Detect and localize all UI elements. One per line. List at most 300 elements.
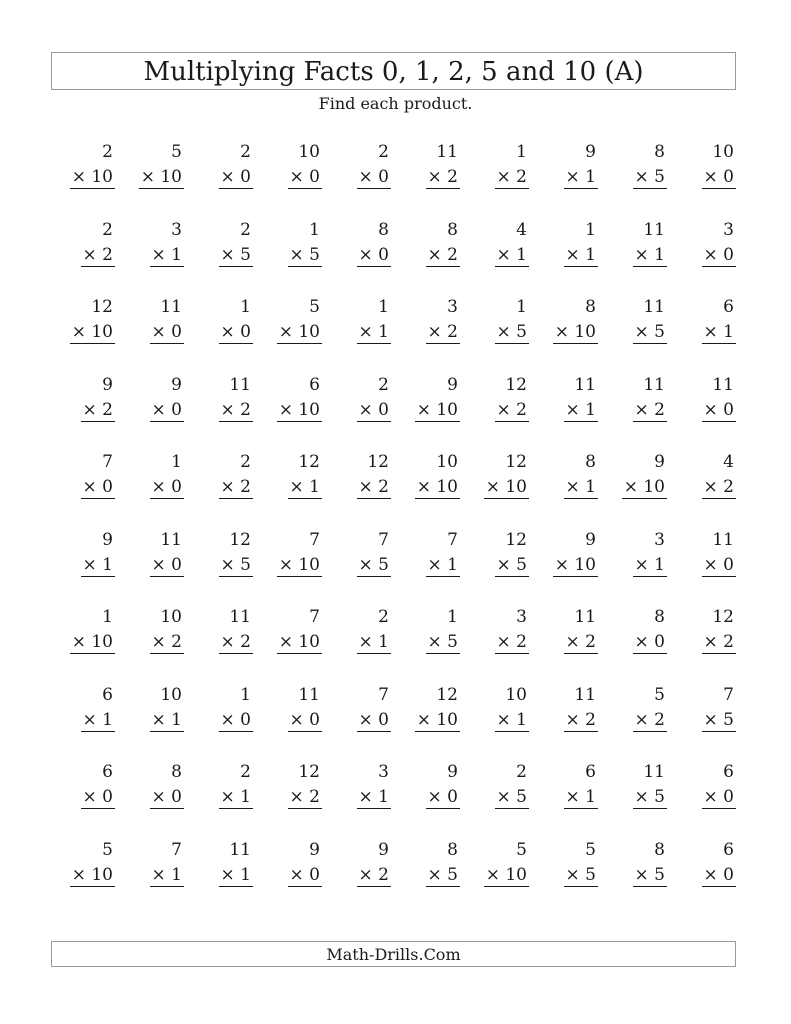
multiplicand: 8	[447, 839, 458, 860]
problem	[50, 295, 119, 373]
problem-row	[50, 373, 740, 451]
multiplier: × 0	[703, 399, 734, 420]
problem	[671, 450, 740, 528]
problem	[188, 683, 257, 761]
problem	[602, 295, 671, 373]
problem	[602, 605, 671, 683]
problem-row	[50, 450, 740, 528]
multiplicand: 5	[309, 297, 320, 317]
problem	[119, 528, 188, 606]
problem	[533, 683, 602, 761]
problem	[533, 528, 602, 606]
multiplier: × 0	[151, 399, 182, 420]
multiplier: × 2	[634, 709, 665, 730]
problem	[464, 140, 533, 218]
problem-row	[50, 760, 740, 838]
multiplier: × 10	[278, 554, 320, 575]
problem	[533, 140, 602, 218]
multiplicand: 11	[643, 762, 665, 782]
problem	[257, 605, 326, 683]
problem	[464, 373, 533, 451]
multiplicand: 11	[229, 374, 251, 395]
multiplicand: 1	[309, 219, 320, 240]
problem	[188, 838, 257, 916]
multiplicand: 10	[160, 684, 182, 705]
multiplicand: 8	[585, 297, 596, 317]
problem	[119, 373, 188, 451]
multiplier: × 1	[496, 709, 527, 730]
problem	[602, 373, 671, 451]
problem	[464, 450, 533, 528]
problem	[326, 140, 395, 218]
multiplier: × 1	[565, 244, 596, 265]
problem	[602, 683, 671, 761]
multiplier: × 5	[427, 632, 458, 652]
problem	[50, 373, 119, 451]
problem	[602, 450, 671, 528]
multiplicand: 1	[378, 297, 389, 317]
multiplier: × 0	[358, 399, 389, 420]
multiplicand: 1	[171, 452, 182, 472]
multiplier: × 0	[220, 709, 251, 730]
multiplier: × 0	[151, 322, 182, 342]
multiplicand: 6	[309, 374, 320, 395]
problem	[50, 605, 119, 683]
multiplier: × 10	[485, 864, 527, 885]
multiplicand: 11	[160, 297, 182, 317]
multiplicand: 6	[723, 297, 734, 317]
multiplier: × 10	[71, 864, 113, 885]
multiplier: × 5	[565, 864, 596, 885]
multiplicand: 11	[643, 297, 665, 317]
problem	[50, 140, 119, 218]
multiplier: × 2	[358, 477, 389, 497]
problem	[188, 140, 257, 218]
problem	[257, 295, 326, 373]
multiplicand: 8	[378, 219, 389, 240]
problem	[188, 218, 257, 296]
problem	[119, 838, 188, 916]
problem	[326, 450, 395, 528]
multiplier: × 5	[634, 864, 665, 885]
multiplier: × 1	[151, 244, 182, 265]
multiplicand: 7	[309, 529, 320, 550]
multiplier: × 0	[358, 709, 389, 730]
problem	[326, 528, 395, 606]
multiplier: × 5	[703, 709, 734, 730]
multiplier: × 0	[703, 167, 734, 187]
problem	[395, 450, 464, 528]
multiplicand: 9	[378, 839, 389, 860]
multiplier: × 0	[703, 244, 734, 265]
multiplier: × 5	[496, 787, 527, 807]
multiplicand: 10	[505, 684, 527, 705]
problem-row	[50, 605, 740, 683]
multiplicand: 2	[240, 762, 251, 782]
multiplicand: 5	[654, 684, 665, 705]
problem	[671, 295, 740, 373]
problem	[50, 838, 119, 916]
multiplier: × 1	[82, 554, 113, 575]
multiplicand: 6	[723, 839, 734, 860]
multiplier: × 5	[358, 554, 389, 575]
problem	[671, 140, 740, 218]
problem	[671, 683, 740, 761]
problem	[395, 683, 464, 761]
multiplicand: 12	[505, 529, 527, 550]
multiplicand: 12	[367, 452, 389, 472]
multiplier: × 2	[427, 244, 458, 265]
multiplier: × 1	[220, 787, 251, 807]
multiplicand: 7	[378, 529, 389, 550]
problem-row	[50, 683, 740, 761]
multiplicand: 2	[378, 374, 389, 395]
multiplier: × 1	[565, 167, 596, 187]
multiplicand: 7	[309, 607, 320, 627]
multiplicand: 8	[654, 142, 665, 162]
multiplier: × 2	[151, 632, 182, 652]
multiplicand: 3	[516, 607, 527, 627]
multiplicand: 9	[585, 142, 596, 162]
problem	[602, 528, 671, 606]
multiplicand: 2	[378, 142, 389, 162]
multiplier: × 0	[151, 477, 182, 497]
problem	[395, 528, 464, 606]
multiplicand: 1	[516, 142, 527, 162]
multiplier: × 1	[358, 322, 389, 342]
multiplicand: 2	[102, 142, 113, 162]
problem	[326, 838, 395, 916]
multiplier: × 1	[358, 787, 389, 807]
multiplicand: 1	[447, 607, 458, 627]
problem	[257, 528, 326, 606]
multiplicand: 5	[102, 839, 113, 860]
multiplier: × 10	[71, 167, 113, 187]
multiplier: × 0	[703, 864, 734, 885]
multiplicand: 12	[712, 607, 734, 627]
multiplicand: 3	[723, 219, 734, 240]
problem	[326, 683, 395, 761]
multiplicand: 6	[585, 762, 596, 782]
multiplicand: 11	[643, 374, 665, 395]
multiplicand: 8	[654, 839, 665, 860]
problem-row	[50, 218, 740, 296]
worksheet-title: Multiplying Facts 0, 1, 2, 5 and 10 (A)	[51, 52, 736, 90]
problem	[119, 218, 188, 296]
problem	[119, 683, 188, 761]
multiplier: × 1	[634, 244, 665, 265]
multiplicand: 12	[298, 762, 320, 782]
multiplicand: 7	[171, 839, 182, 860]
problem	[533, 450, 602, 528]
multiplier: × 10	[278, 632, 320, 652]
problem	[671, 760, 740, 838]
problem	[257, 450, 326, 528]
problem	[119, 295, 188, 373]
multiplier: × 2	[565, 632, 596, 652]
multiplier: × 10	[278, 399, 320, 420]
multiplicand: 3	[447, 297, 458, 317]
multiplicand: 12	[298, 452, 320, 472]
problem	[188, 295, 257, 373]
multiplicand: 11	[160, 529, 182, 550]
problem	[326, 605, 395, 683]
multiplicand: 8	[585, 452, 596, 472]
multiplier: × 0	[151, 787, 182, 807]
multiplicand: 10	[436, 452, 458, 472]
multiplicand: 10	[712, 142, 734, 162]
problem	[326, 295, 395, 373]
multiplier: × 1	[151, 709, 182, 730]
problem	[671, 605, 740, 683]
multiplicand: 7	[102, 452, 113, 472]
multiplicand: 11	[712, 374, 734, 395]
multiplicand: 7	[447, 529, 458, 550]
multiplier: × 10	[623, 477, 665, 497]
multiplicand: 9	[102, 529, 113, 550]
multiplicand: 11	[229, 607, 251, 627]
multiplier: × 10	[554, 322, 596, 342]
multiplicand: 11	[643, 219, 665, 240]
problem	[119, 760, 188, 838]
multiplier: × 0	[703, 787, 734, 807]
problem	[602, 760, 671, 838]
multiplicand: 2	[240, 219, 251, 240]
multiplicand: 9	[585, 529, 596, 550]
multiplier: × 10	[485, 477, 527, 497]
multiplicand: 1	[102, 607, 113, 627]
multiplicand: 1	[240, 297, 251, 317]
problem	[257, 760, 326, 838]
problem	[395, 295, 464, 373]
multiplier: × 5	[634, 322, 665, 342]
problem	[395, 373, 464, 451]
problem	[464, 605, 533, 683]
problem	[257, 838, 326, 916]
problem	[533, 605, 602, 683]
problem	[533, 838, 602, 916]
multiplicand: 9	[447, 374, 458, 395]
multiplier: × 2	[82, 244, 113, 265]
multiplier: × 2	[289, 787, 320, 807]
problem	[533, 295, 602, 373]
multiplier: × 1	[151, 864, 182, 885]
multiplier: × 2	[565, 709, 596, 730]
multiplicand: 8	[654, 607, 665, 627]
multiplicand: 4	[516, 219, 527, 240]
multiplicand: 9	[447, 762, 458, 782]
multiplier: × 0	[151, 554, 182, 575]
multiplier: × 2	[634, 399, 665, 420]
multiplicand: 11	[229, 839, 251, 860]
multiplier: × 0	[427, 787, 458, 807]
multiplier: × 1	[427, 554, 458, 575]
problem	[119, 140, 188, 218]
multiplier: × 5	[289, 244, 320, 265]
problem-row	[50, 528, 740, 606]
multiplier: × 2	[496, 399, 527, 420]
problem	[50, 218, 119, 296]
multiplicand: 2	[240, 142, 251, 162]
multiplicand: 9	[102, 374, 113, 395]
multiplier: × 1	[634, 554, 665, 575]
multiplicand: 11	[574, 607, 596, 627]
problem	[257, 140, 326, 218]
multiplicand: 11	[574, 684, 596, 705]
problem	[533, 218, 602, 296]
problem-row	[50, 295, 740, 373]
multiplicand: 5	[585, 839, 596, 860]
problem	[671, 373, 740, 451]
multiplier: × 0	[358, 244, 389, 265]
multiplicand: 12	[436, 684, 458, 705]
multiplier: × 1	[703, 322, 734, 342]
problem	[671, 218, 740, 296]
multiplier: × 2	[82, 399, 113, 420]
multiplier: × 2	[703, 477, 734, 497]
problem	[533, 373, 602, 451]
multiplicand: 9	[171, 374, 182, 395]
problem	[188, 373, 257, 451]
problem-row	[50, 140, 740, 218]
problem	[257, 683, 326, 761]
multiplicand: 2	[240, 452, 251, 472]
multiplier: × 5	[220, 554, 251, 575]
multiplier: × 0	[220, 167, 251, 187]
multiplier: × 2	[427, 167, 458, 187]
multiplier: × 5	[634, 787, 665, 807]
multiplier: × 10	[416, 477, 458, 497]
multiplicand: 12	[91, 297, 113, 317]
multiplier: × 0	[82, 787, 113, 807]
problem	[464, 528, 533, 606]
multiplier: × 0	[634, 632, 665, 652]
multiplicand: 11	[712, 529, 734, 550]
problem	[464, 760, 533, 838]
multiplier: × 5	[496, 322, 527, 342]
multiplicand: 3	[654, 529, 665, 550]
multiplicand: 3	[378, 762, 389, 782]
multiplicand: 9	[654, 452, 665, 472]
problem	[602, 218, 671, 296]
problem	[671, 838, 740, 916]
multiplier: × 1	[565, 399, 596, 420]
problem	[188, 450, 257, 528]
multiplicand: 7	[723, 684, 734, 705]
multiplier: × 10	[71, 322, 113, 342]
multiplier: × 1	[220, 864, 251, 885]
multiplier: × 10	[71, 632, 113, 652]
multiplier: × 2	[703, 632, 734, 652]
problem	[326, 218, 395, 296]
problem	[326, 373, 395, 451]
multiplier: × 1	[565, 787, 596, 807]
multiplicand: 1	[516, 297, 527, 317]
multiplier: × 5	[220, 244, 251, 265]
multiplier: × 10	[278, 322, 320, 342]
problem	[50, 450, 119, 528]
problem	[464, 683, 533, 761]
multiplier: × 10	[554, 554, 596, 575]
problem	[395, 140, 464, 218]
problem	[119, 450, 188, 528]
multiplier: × 1	[565, 477, 596, 497]
multiplier: × 0	[289, 167, 320, 187]
footer-credit: Math-Drills.Com	[51, 941, 736, 967]
problem	[257, 373, 326, 451]
multiplicand: 6	[102, 762, 113, 782]
multiplier: × 5	[496, 554, 527, 575]
multiplicand: 5	[516, 839, 527, 860]
multiplier: × 2	[427, 322, 458, 342]
multiplier: × 5	[427, 864, 458, 885]
multiplier: × 2	[358, 864, 389, 885]
multiplicand: 6	[102, 684, 113, 705]
multiplicand: 3	[171, 219, 182, 240]
multiplier: × 0	[220, 322, 251, 342]
multiplicand: 1	[585, 219, 596, 240]
problem	[257, 218, 326, 296]
multiplicand: 2	[516, 762, 527, 782]
multiplicand: 2	[102, 219, 113, 240]
problem	[50, 760, 119, 838]
problem	[395, 218, 464, 296]
problem	[188, 605, 257, 683]
multiplicand: 8	[171, 762, 182, 782]
problem	[464, 295, 533, 373]
problem	[464, 218, 533, 296]
multiplier: × 10	[416, 709, 458, 730]
multiplicand: 11	[574, 374, 596, 395]
multiplier: × 2	[220, 399, 251, 420]
multiplier: × 1	[496, 244, 527, 265]
problem	[395, 605, 464, 683]
multiplier: × 2	[496, 167, 527, 187]
multiplier: × 0	[358, 167, 389, 187]
multiplicand: 11	[298, 684, 320, 705]
multiplicand: 12	[505, 374, 527, 395]
multiplicand: 12	[505, 452, 527, 472]
problem	[50, 528, 119, 606]
multiplicand: 2	[378, 607, 389, 627]
problem	[395, 760, 464, 838]
multiplicand: 1	[240, 684, 251, 705]
multiplier: × 0	[703, 554, 734, 575]
problem	[671, 528, 740, 606]
problem	[395, 838, 464, 916]
multiplier: × 10	[416, 399, 458, 420]
multiplier: × 0	[289, 709, 320, 730]
multiplicand: 12	[229, 529, 251, 550]
problem	[119, 605, 188, 683]
multiplicand: 10	[160, 607, 182, 627]
multiplicand: 10	[298, 142, 320, 162]
problem	[602, 838, 671, 916]
multiplier: × 5	[634, 167, 665, 187]
multiplicand: 6	[723, 762, 734, 782]
multiplier: × 10	[140, 167, 182, 187]
multiplicand: 11	[436, 142, 458, 162]
problem	[188, 528, 257, 606]
multiplicand: 5	[171, 142, 182, 162]
problem	[464, 838, 533, 916]
problem	[533, 760, 602, 838]
problem	[326, 760, 395, 838]
multiplier: × 0	[289, 864, 320, 885]
multiplicand: 8	[447, 219, 458, 240]
multiplicand: 9	[309, 839, 320, 860]
problem	[188, 760, 257, 838]
